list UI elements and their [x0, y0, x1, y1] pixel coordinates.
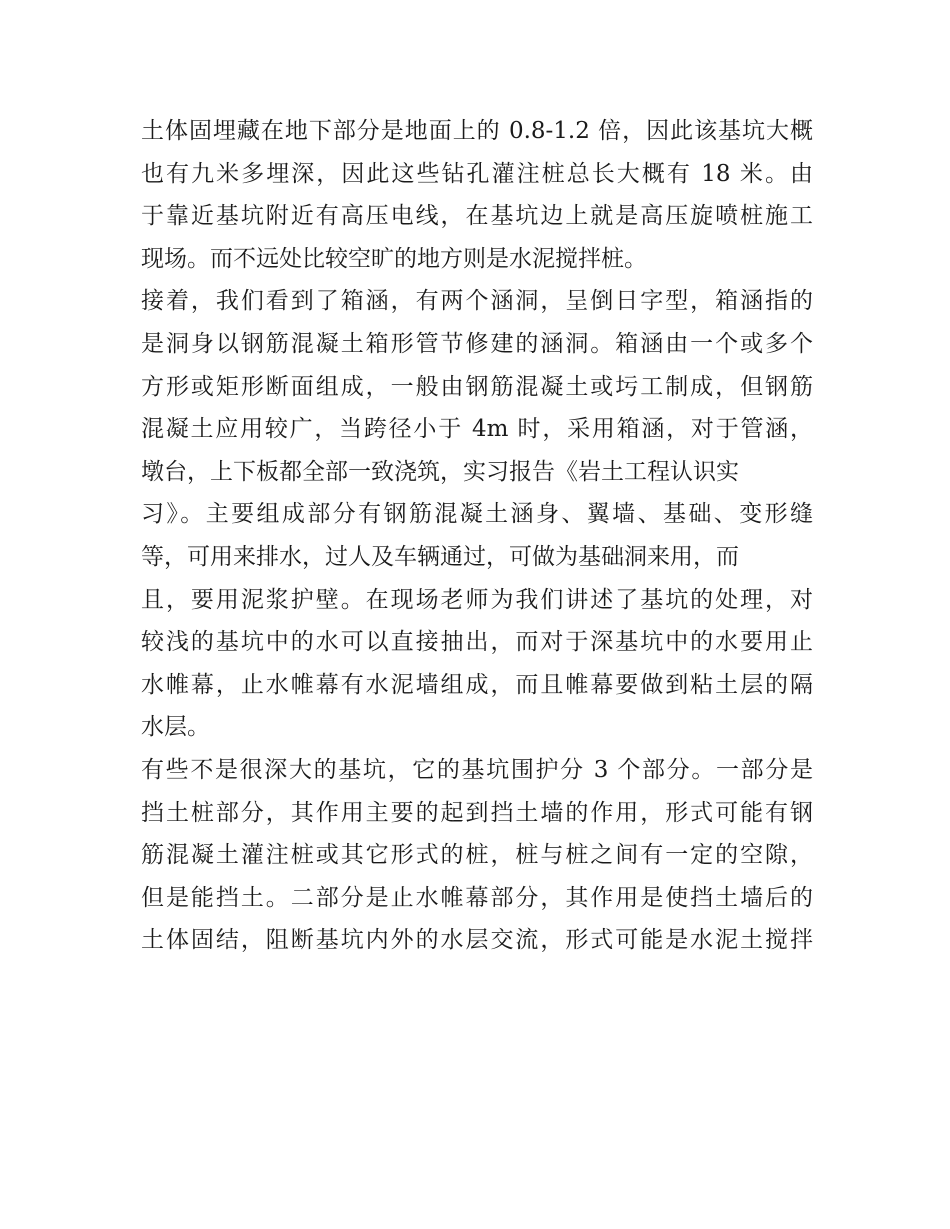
text-line: 于靠近基坑附近有高压电线，在基坑边上就是高压旋喷桩施工	[141, 203, 813, 230]
text-line: 现场。而不远处比较空旷的地方则是水泥搅拌桩。	[141, 245, 647, 272]
text-line: 是洞身以钢筋混凝土箱形管节修建的涵洞。箱涵由一个或多个	[141, 330, 813, 357]
text-line: 且，要用泥浆护壁。在现场老师为我们讲述了基坑的处理，对	[141, 586, 813, 613]
body-text	[141, 110, 813, 962]
text-line: 但是能挡土。二部分是止水帷幕部分，其作用是使挡土墙后的	[141, 884, 813, 911]
text-line: 习》。主要组成部分有钢筋混凝土涵身、翼墙、基础、变形缝	[141, 501, 813, 528]
text-line: 方形或矩形断面组成，一般由钢筋混凝土或圬工制成，但钢筋	[141, 373, 813, 400]
text-line: 土体固结，阻断基坑内外的水层交流，形式可能是水泥土搅拌	[141, 927, 813, 954]
text-line: 混凝土应用较广，当跨径小于 4m 时，采用箱涵，对于管涵，	[141, 416, 813, 443]
text-line: 墩台，上下板都全部一致浇筑，实习报告《岩土工程认识实	[141, 458, 739, 485]
text-line: 挡土桩部分，其作用主要的起到挡土墙的作用，形式可能有钢	[141, 799, 813, 826]
text-line: 较浅的基坑中的水可以直接抽出，而对于深基坑中的水要用止	[141, 629, 813, 656]
text-line: 接着，我们看到了箱涵，有两个涵洞，呈倒日字型，箱涵指的	[141, 288, 813, 315]
text-line: 水层。	[141, 714, 210, 741]
text-line: 有些不是很深大的基坑，它的基坑围护分 3 个部分。一部分是	[141, 756, 813, 783]
text-line: 等，可用来排水，过人及车辆通过，可做为基础洞来用，而	[141, 543, 739, 570]
text-line: 水帷幕，止水帷幕有水泥墙组成，而且帷幕要做到粘土层的隔	[141, 671, 813, 698]
text-line: 筋混凝土灌注桩或其它形式的桩，桩与桩之间有一定的空隙，	[141, 842, 813, 869]
text-line: 土体固埋藏在地下部分是地面上的 0.8-1.2 倍，因此该基坑大概	[141, 118, 813, 144]
text-line: 也有九米多埋深，因此这些钻孔灌注桩总长大概有 18 米。由	[141, 160, 813, 187]
